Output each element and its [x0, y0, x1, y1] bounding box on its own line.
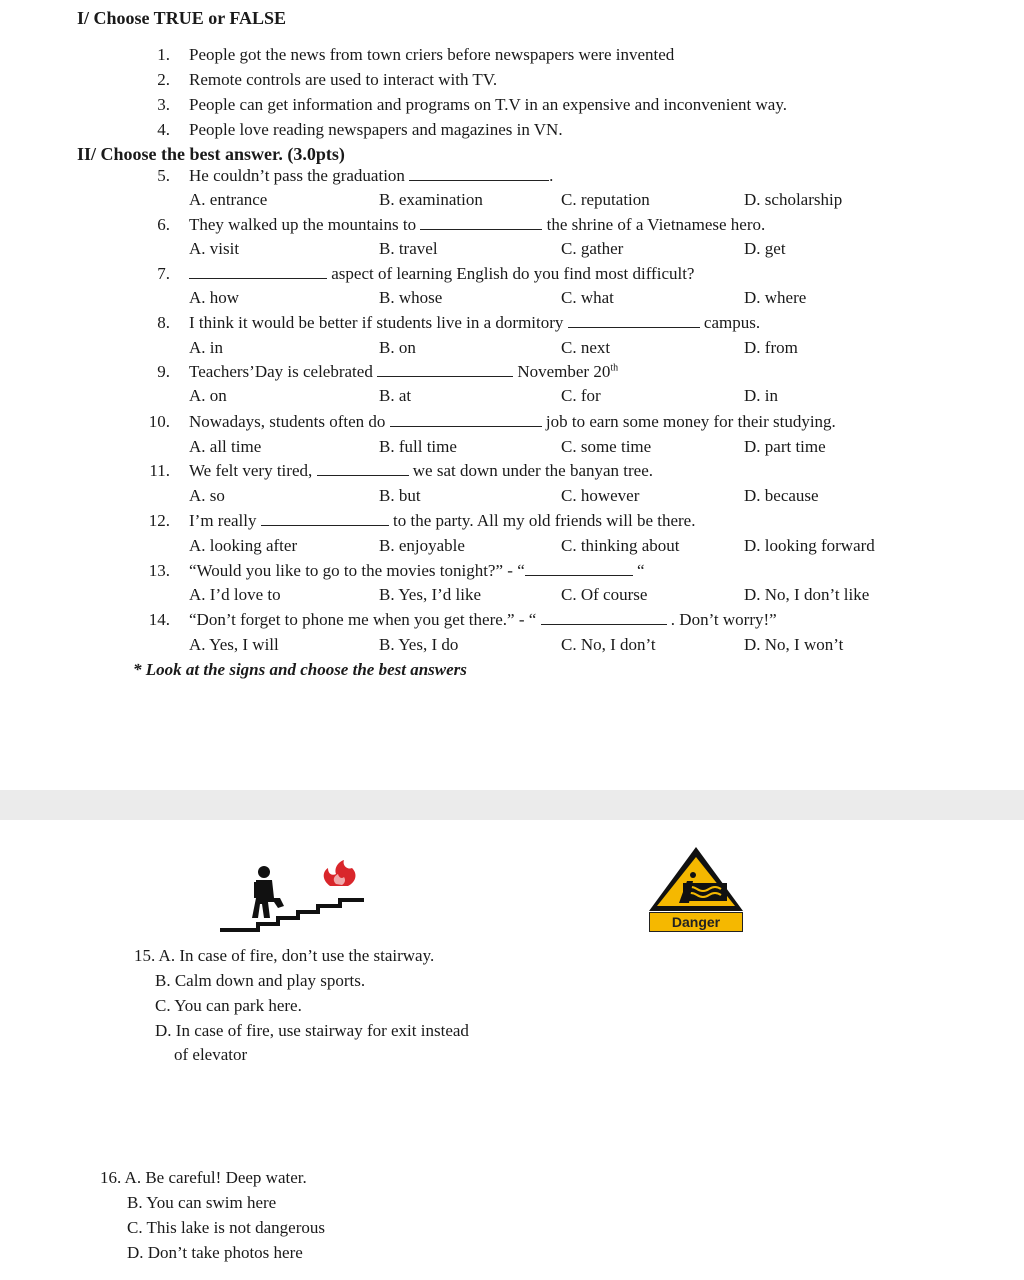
question-text: Nowadays, students often do [189, 412, 386, 431]
option-b[interactable]: B. Yes, I do [379, 635, 459, 654]
option-b[interactable]: B. whose [379, 288, 443, 307]
answer-blank[interactable] [568, 313, 700, 328]
answer-blank[interactable] [377, 362, 513, 377]
signs-instruction: * Look at the signs and choose the best answers [133, 660, 467, 679]
question-text: Teachers’Day is celebrated [189, 362, 373, 381]
option-b[interactable]: B. but [379, 486, 421, 505]
list-item-number: 3. [157, 95, 170, 114]
option-a[interactable]: A. I’d love to [189, 585, 281, 604]
option-a[interactable]: A. looking after [189, 536, 298, 555]
option-a[interactable]: A. visit [189, 239, 240, 258]
option-c[interactable]: C. Of course [561, 585, 648, 604]
question-number: 7. [157, 264, 170, 283]
option-a[interactable]: A. entrance [189, 190, 268, 209]
question-stem [189, 264, 694, 284]
q16-option-d[interactable]: D. Don’t take photos here [127, 1243, 303, 1262]
question-text: I think it would be better if students live in a dormitory [189, 313, 564, 332]
list-item: Remote controls are used to interact with TV. [189, 70, 498, 89]
q15-option-a[interactable]: 15. A. In case of fire, don’t use the stairway. [134, 946, 435, 965]
option-c[interactable]: C. gather [561, 239, 624, 258]
question-stem [189, 313, 760, 333]
answer-blank[interactable] [317, 461, 409, 476]
question-text: We felt very tired, [189, 461, 313, 480]
q16-option-c[interactable]: C. This lake is not dangerous [127, 1218, 325, 1237]
question-number: 13. [148, 561, 170, 580]
answer-blank[interactable] [409, 166, 549, 181]
option-b[interactable]: B. at [379, 386, 412, 405]
question-text: “Don’t forget to phone me when you get there.” - “ [189, 610, 537, 629]
option-b[interactable]: B. enjoyable [379, 536, 465, 555]
question-text-after: . Don’t worry!” [670, 610, 777, 629]
question-number: 12. [148, 511, 170, 530]
option-c[interactable]: C. some time [561, 437, 652, 456]
option-b[interactable]: B. on [379, 338, 416, 357]
question-text-after: aspect of learning English do you find most difficult? [331, 264, 695, 283]
q16-option-a[interactable]: 16. A. Be careful! Deep water. [100, 1168, 307, 1187]
list-item: People can get information and programs on T.V in an expensive and inconvenient way. [189, 95, 787, 114]
list-item: People got the news from town criers before newspapers were invented [189, 45, 675, 64]
option-b[interactable]: B. full time [379, 437, 457, 456]
question-stem [189, 412, 836, 432]
question-number: 8. [157, 313, 170, 332]
danger-label: Danger [649, 912, 743, 932]
list-item: People love reading newspapers and magazines in VN. [189, 120, 563, 139]
question-text: I’m really [189, 511, 257, 530]
question-stem [189, 511, 695, 531]
q15-option-b[interactable]: B. Calm down and play sports. [155, 971, 366, 990]
list-item-number: 2. [157, 70, 170, 89]
q15-option-c[interactable]: C. You can park here. [155, 996, 302, 1015]
list-item-number: 4. [157, 120, 170, 139]
question-text-after: November 20 [517, 362, 611, 381]
option-c[interactable]: C. reputation [561, 190, 650, 209]
option-c[interactable]: C. No, I don’t [561, 635, 656, 654]
q15-option-d-continued: of elevator [174, 1045, 248, 1064]
q16-option-b[interactable]: B. You can swim here [127, 1193, 277, 1212]
stairway-sign-icon [218, 858, 368, 936]
option-c[interactable]: C. thinking about [561, 536, 680, 555]
page-divider-band [0, 790, 1024, 820]
option-d[interactable]: D. looking forward [744, 536, 875, 555]
question-stem [189, 166, 553, 186]
question-stem [189, 362, 618, 382]
question-number: 9. [157, 362, 170, 381]
question-text: He couldn’t pass the graduation [189, 166, 405, 185]
danger-water-sign-icon [647, 845, 745, 913]
option-b[interactable]: B. examination [379, 190, 483, 209]
question-text-after: job to earn some money for their studying. [545, 412, 836, 431]
question-text: They walked up the mountains to [189, 215, 417, 234]
question-number: 11. [149, 461, 170, 480]
question-text-after: to the party. All my old friends will be there. [393, 511, 696, 530]
option-d[interactable]: D. in [744, 386, 778, 405]
ordinal-suffix: th [610, 362, 619, 374]
option-d[interactable]: D. scholarship [744, 190, 843, 209]
option-d[interactable]: D. get [744, 239, 786, 258]
question-text-after: . [549, 166, 554, 185]
option-a[interactable]: A. how [189, 288, 240, 307]
option-a[interactable]: A. all time [189, 437, 262, 456]
question-stem [189, 561, 645, 581]
option-b[interactable]: B. travel [379, 239, 438, 258]
option-d[interactable]: D. because [744, 486, 819, 505]
option-b[interactable]: B. Yes, I’d like [379, 585, 482, 604]
question-stem [189, 215, 765, 235]
option-c[interactable]: C. for [561, 386, 601, 405]
q15-option-d[interactable]: D. In case of fire, use stairway for exit instead [155, 1021, 469, 1040]
answer-blank[interactable] [541, 610, 667, 625]
option-d[interactable]: D. No, I don’t like [744, 585, 870, 604]
option-c[interactable]: C. next [561, 338, 611, 357]
option-d[interactable]: D. from [744, 338, 798, 357]
question-text: “Would you like to go to the movies tonight?” - “ [189, 561, 525, 580]
part2-heading: II/ Choose the best answer. (3.0pts) [77, 144, 345, 164]
part1-heading: I/ Choose TRUE or FALSE [77, 8, 287, 28]
question-text-after: “ [636, 561, 645, 580]
list-item-number: 1. [157, 45, 170, 64]
option-c[interactable]: C. however [561, 486, 640, 505]
question-stem [189, 610, 777, 630]
option-a[interactable]: A. so [189, 486, 225, 505]
question-stem [189, 461, 653, 481]
question-number: 6. [157, 215, 170, 234]
answer-blank[interactable] [390, 412, 542, 427]
option-a[interactable]: A. on [189, 386, 227, 405]
answer-blank[interactable] [189, 264, 327, 279]
question-text-after: campus. [703, 313, 761, 332]
option-a[interactable]: A. Yes, I will [189, 635, 279, 654]
answer-blank[interactable] [261, 511, 389, 526]
question-number: 10. [148, 412, 170, 431]
option-d[interactable]: D. where [744, 288, 807, 307]
question-text-after: we sat down under the banyan tree. [412, 461, 654, 480]
question-text-after: the shrine of a Vietnamese hero. [546, 215, 766, 234]
option-d[interactable]: D. part time [744, 437, 826, 456]
answer-blank[interactable] [420, 215, 542, 230]
question-number: 5. [157, 166, 170, 185]
answer-blank[interactable] [525, 561, 633, 576]
question-number: 14. [148, 610, 170, 629]
option-c[interactable]: C. what [561, 288, 614, 307]
option-a[interactable]: A. in [189, 338, 223, 357]
option-d[interactable]: D. No, I won’t [744, 635, 844, 654]
